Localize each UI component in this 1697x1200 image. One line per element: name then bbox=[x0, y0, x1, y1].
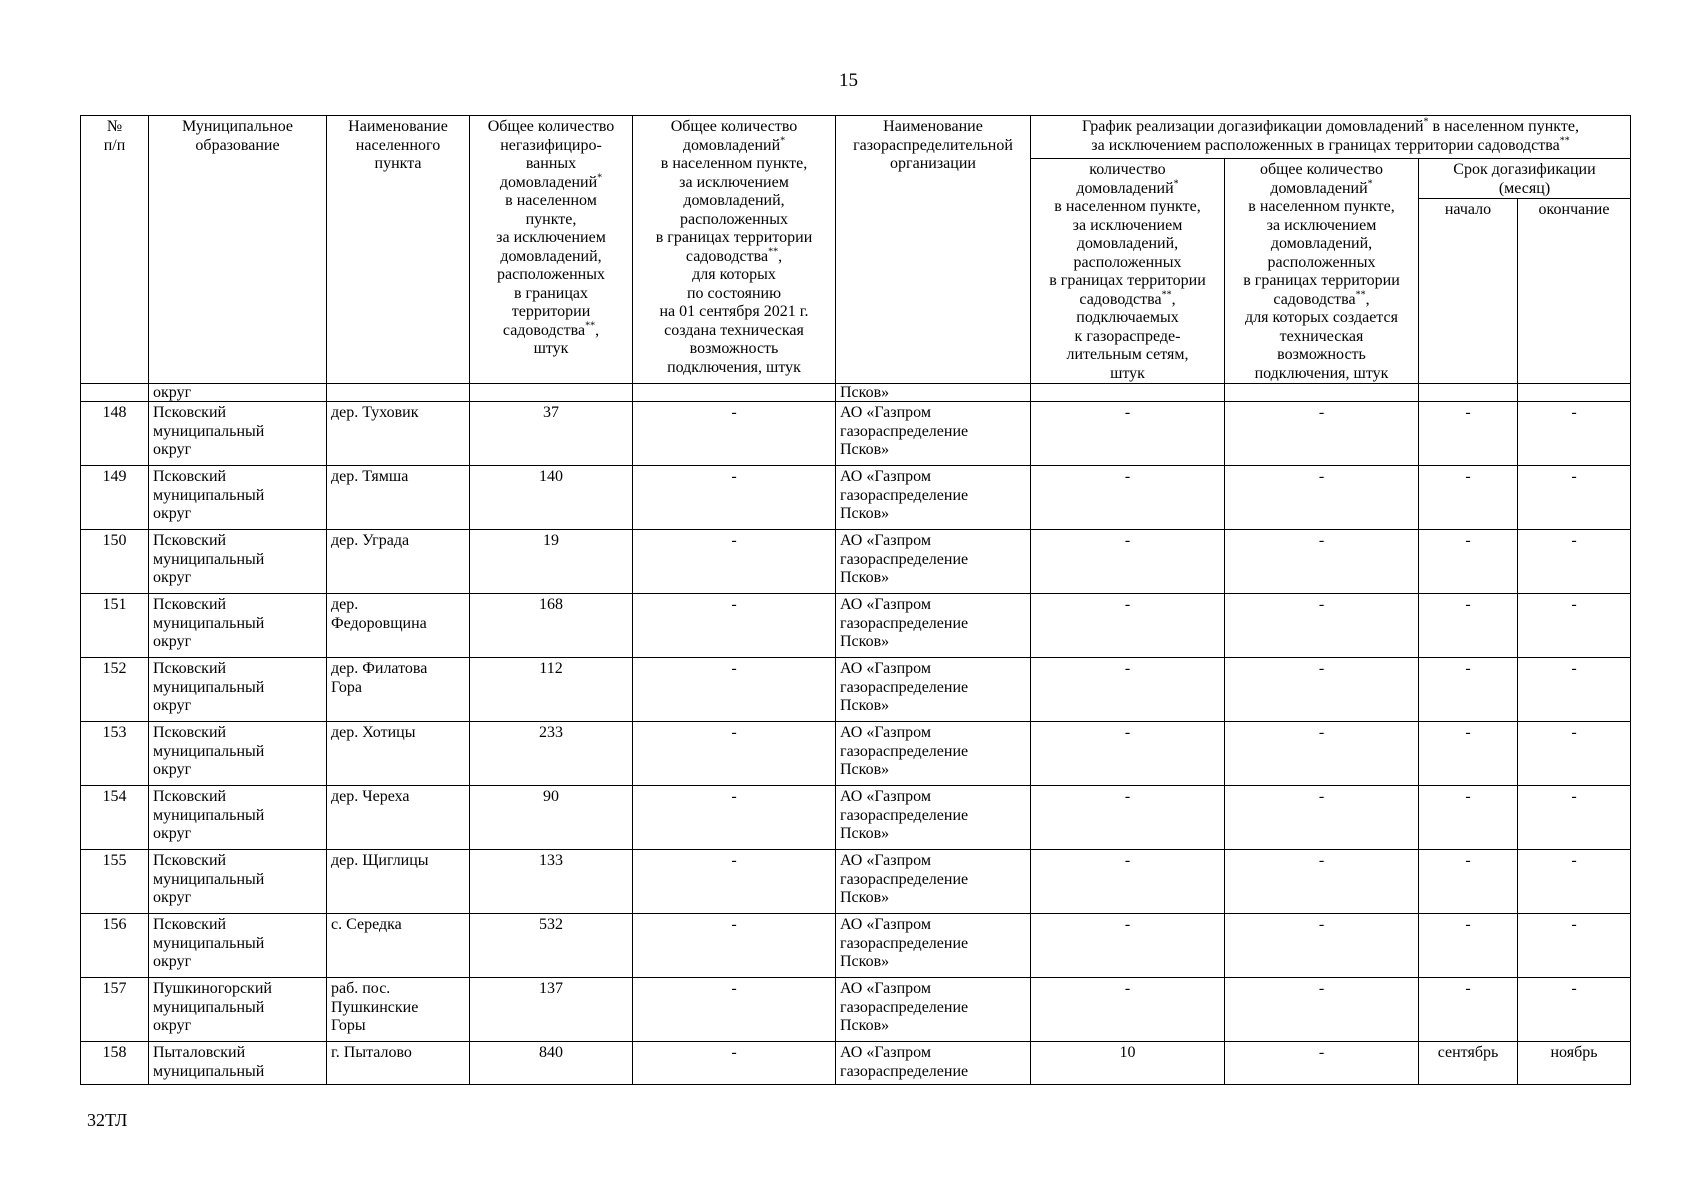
cell-municipality: Псковский муниципальный округ bbox=[149, 466, 327, 530]
cell-start: - bbox=[1419, 978, 1518, 1042]
cell-gas-org: АО «Газпром газораспределение Псков» bbox=[836, 658, 1031, 722]
table-row bbox=[81, 850, 1631, 914]
header-municipality: Муниципальное образование bbox=[149, 116, 327, 384]
cell-gas-org: Псков» bbox=[836, 384, 1031, 402]
cell-end: - bbox=[1518, 914, 1631, 978]
cell-gas-org: АО «Газпром газораспределение Псков» bbox=[836, 466, 1031, 530]
cell-start: - bbox=[1419, 658, 1518, 722]
cell-total-nongas: 90 bbox=[470, 786, 633, 850]
footer-code: 32ТЛ bbox=[87, 1110, 128, 1130]
cell-municipality: округ bbox=[149, 384, 327, 402]
cell-start: - bbox=[1419, 402, 1518, 466]
cell-settlement: дер. Уграда bbox=[327, 530, 470, 594]
cell-count-connected: - bbox=[1031, 786, 1225, 850]
cell-municipality: Псковский муниципальный округ bbox=[149, 530, 327, 594]
cell-settlement: раб. пос. Пушкинские Горы bbox=[327, 978, 470, 1042]
header-total-tech: Общее количество домовладений* в населенном пункте, за исключением домовладений, расположенных в границах территории садоводства**, для которых по состоянию на 01 сентября 2021 г. создана техническая возможность подключения, штук bbox=[633, 116, 836, 384]
cell-total-tech: - bbox=[633, 594, 836, 658]
table-row bbox=[81, 978, 1631, 1042]
cell-count-created: - bbox=[1225, 978, 1419, 1042]
cell-count-created: - bbox=[1225, 658, 1419, 722]
continuation-row bbox=[81, 384, 1631, 402]
cell-total-nongas: 19 bbox=[470, 530, 633, 594]
header-term: Срок догазификации (месяц) bbox=[1419, 159, 1631, 199]
cell-start: - bbox=[1419, 594, 1518, 658]
cell-total-nongas: 112 bbox=[470, 658, 633, 722]
table-row bbox=[81, 530, 1631, 594]
cell-total-tech: - bbox=[633, 722, 836, 786]
table-header bbox=[81, 116, 1631, 384]
header-count-connected: количество домовладений* в населенном пункте, за исключением домовладений, расположенных в границах территории садоводства**, подключаемых к газораспреде- лительным сетям, штук bbox=[1031, 159, 1225, 384]
cell-start: - bbox=[1419, 722, 1518, 786]
cell-settlement: дер. Филатова Гора bbox=[327, 658, 470, 722]
cell-gas-org: АО «Газпром газораспределение Псков» bbox=[836, 594, 1031, 658]
cell-total-nongas: 37 bbox=[470, 402, 633, 466]
cell-municipality: Псковский муниципальный округ bbox=[149, 786, 327, 850]
cell-start: - bbox=[1419, 914, 1518, 978]
cell-settlement: дер. Федоровщина bbox=[327, 594, 470, 658]
cell-gas-org: АО «Газпром газораспределение Псков» bbox=[836, 850, 1031, 914]
cell-total-tech: - bbox=[633, 850, 836, 914]
table-row bbox=[81, 466, 1631, 530]
header-end: окончание bbox=[1518, 199, 1631, 384]
cell-end: - bbox=[1518, 722, 1631, 786]
table-row bbox=[81, 914, 1631, 978]
cell-gas-org: АО «Газпром газораспределение Псков» bbox=[836, 402, 1031, 466]
cell-count-created: - bbox=[1225, 850, 1419, 914]
cell-start: - bbox=[1419, 466, 1518, 530]
cell-gas-org: АО «Газпром газораспределение Псков» bbox=[836, 530, 1031, 594]
header-count-created: общее количество домовладений* в населенном пункте, за исключением домовладений, расположенных в границах территории садоводства**, для которых создается техническая возможность подключения, штук bbox=[1225, 159, 1419, 384]
cell-total-tech: - bbox=[633, 466, 836, 530]
cell-num: 154 bbox=[81, 786, 149, 850]
cell-count-created: - bbox=[1225, 530, 1419, 594]
cell-end: - bbox=[1518, 530, 1631, 594]
cell-count-connected: - bbox=[1031, 466, 1225, 530]
cell-count-created: - bbox=[1225, 1042, 1419, 1085]
cell-num: 157 bbox=[81, 978, 149, 1042]
cell-count-created: - bbox=[1225, 722, 1419, 786]
cell-end: - bbox=[1518, 594, 1631, 658]
table-row bbox=[81, 786, 1631, 850]
cell-municipality: Псковский муниципальный округ bbox=[149, 594, 327, 658]
cell-num: 156 bbox=[81, 914, 149, 978]
cell-end: - bbox=[1518, 658, 1631, 722]
cell-total-tech: - bbox=[633, 530, 836, 594]
header-start: начало bbox=[1419, 199, 1518, 384]
cell-total-nongas: 137 bbox=[470, 978, 633, 1042]
table-body bbox=[81, 384, 1631, 1085]
cell-count-connected: - bbox=[1031, 914, 1225, 978]
cell-start: - bbox=[1419, 530, 1518, 594]
cell-count-connected: - bbox=[1031, 594, 1225, 658]
cell-count-created: - bbox=[1225, 594, 1419, 658]
cell-end: - bbox=[1518, 850, 1631, 914]
cell-total-tech: - bbox=[633, 1042, 836, 1085]
table-row bbox=[81, 658, 1631, 722]
cell-settlement: дер. Щиглицы bbox=[327, 850, 470, 914]
header-gas-org: Наименование газораспределительной организации bbox=[836, 116, 1031, 384]
cell-count-connected: - bbox=[1031, 722, 1225, 786]
cell-end: - bbox=[1518, 978, 1631, 1042]
cell-end: - bbox=[1518, 466, 1631, 530]
cell-municipality: Псковский муниципальный округ bbox=[149, 722, 327, 786]
cell-count-connected: 10 bbox=[1031, 1042, 1225, 1085]
cell-total-nongas: 168 bbox=[470, 594, 633, 658]
cell-count-connected: - bbox=[1031, 658, 1225, 722]
cell-total-tech: - bbox=[633, 978, 836, 1042]
cell-count-connected: - bbox=[1031, 978, 1225, 1042]
cell-end: - bbox=[1518, 402, 1631, 466]
cell-gas-org: АО «Газпром газораспределение Псков» bbox=[836, 786, 1031, 850]
cell-num: 153 bbox=[81, 722, 149, 786]
header-schedule: График реализации догазификации домовладений* в населенном пункте, за исключением расположенных в границах территории садоводства** bbox=[1031, 116, 1631, 159]
cell-gas-org: АО «Газпром газораспределение bbox=[836, 1042, 1031, 1085]
cell-municipality: Пыталовский муниципальный bbox=[149, 1042, 327, 1085]
cell-num: 155 bbox=[81, 850, 149, 914]
cell-municipality: Псковский муниципальный округ bbox=[149, 850, 327, 914]
cell-settlement: дер. Хотицы bbox=[327, 722, 470, 786]
cell-municipality: Пушкиногорский муниципальный округ bbox=[149, 978, 327, 1042]
cell-settlement: дер. Череха bbox=[327, 786, 470, 850]
cell-municipality: Псковский муниципальный округ bbox=[149, 402, 327, 466]
cell-total-nongas: 133 bbox=[470, 850, 633, 914]
cell-count-connected: - bbox=[1031, 402, 1225, 466]
cell-settlement: с. Середка bbox=[327, 914, 470, 978]
cell-start: сентябрь bbox=[1419, 1042, 1518, 1085]
cell-gas-org: АО «Газпром газораспределение Псков» bbox=[836, 978, 1031, 1042]
cell-total-tech: - bbox=[633, 402, 836, 466]
cell-total-tech: - bbox=[633, 658, 836, 722]
cell-total-nongas: 140 bbox=[470, 466, 633, 530]
cell-settlement: дер. Туховик bbox=[327, 402, 470, 466]
cell-count-connected: - bbox=[1031, 850, 1225, 914]
cell-gas-org: АО «Газпром газораспределение Псков» bbox=[836, 914, 1031, 978]
cell-settlement: г. Пыталово bbox=[327, 1042, 470, 1085]
table-row bbox=[81, 722, 1631, 786]
cell-start: - bbox=[1419, 850, 1518, 914]
table-row bbox=[81, 402, 1631, 466]
header-total-nongas: Общее количество негазифициро- ванных домовладений* в населенном пункте, за исключением домовладений, расположенных в границах территории садоводства**, штук bbox=[470, 116, 633, 384]
cell-num: 151 bbox=[81, 594, 149, 658]
cell-count-created: - bbox=[1225, 914, 1419, 978]
cell-total-tech: - bbox=[633, 914, 836, 978]
cell-num: 150 bbox=[81, 530, 149, 594]
header-num: № п/п bbox=[81, 116, 149, 384]
cell-total-nongas: 532 bbox=[470, 914, 633, 978]
cell-municipality: Псковский муниципальный округ bbox=[149, 658, 327, 722]
cell-count-connected: - bbox=[1031, 530, 1225, 594]
cell-num: 149 bbox=[81, 466, 149, 530]
cell-num: 158 bbox=[81, 1042, 149, 1085]
cell-num: 148 bbox=[81, 402, 149, 466]
cell-start: - bbox=[1419, 786, 1518, 850]
cell-total-tech: - bbox=[633, 786, 836, 850]
cell-total-nongas: 233 bbox=[470, 722, 633, 786]
cell-count-created: - bbox=[1225, 466, 1419, 530]
table-row bbox=[81, 1042, 1631, 1085]
cell-end: ноябрь bbox=[1518, 1042, 1631, 1085]
cell-count-created: - bbox=[1225, 786, 1419, 850]
table-row bbox=[81, 594, 1631, 658]
cell-count-created: - bbox=[1225, 402, 1419, 466]
cell-settlement: дер. Тямша bbox=[327, 466, 470, 530]
page-number: 15 bbox=[839, 70, 858, 91]
cell-total-nongas: 840 bbox=[470, 1042, 633, 1085]
gasification-table bbox=[80, 115, 1631, 1085]
cell-num: 152 bbox=[81, 658, 149, 722]
cell-gas-org: АО «Газпром газораспределение Псков» bbox=[836, 722, 1031, 786]
header-settlement: Наименование населенного пункта bbox=[327, 116, 470, 384]
cell-municipality: Псковский муниципальный округ bbox=[149, 914, 327, 978]
cell-end: - bbox=[1518, 786, 1631, 850]
